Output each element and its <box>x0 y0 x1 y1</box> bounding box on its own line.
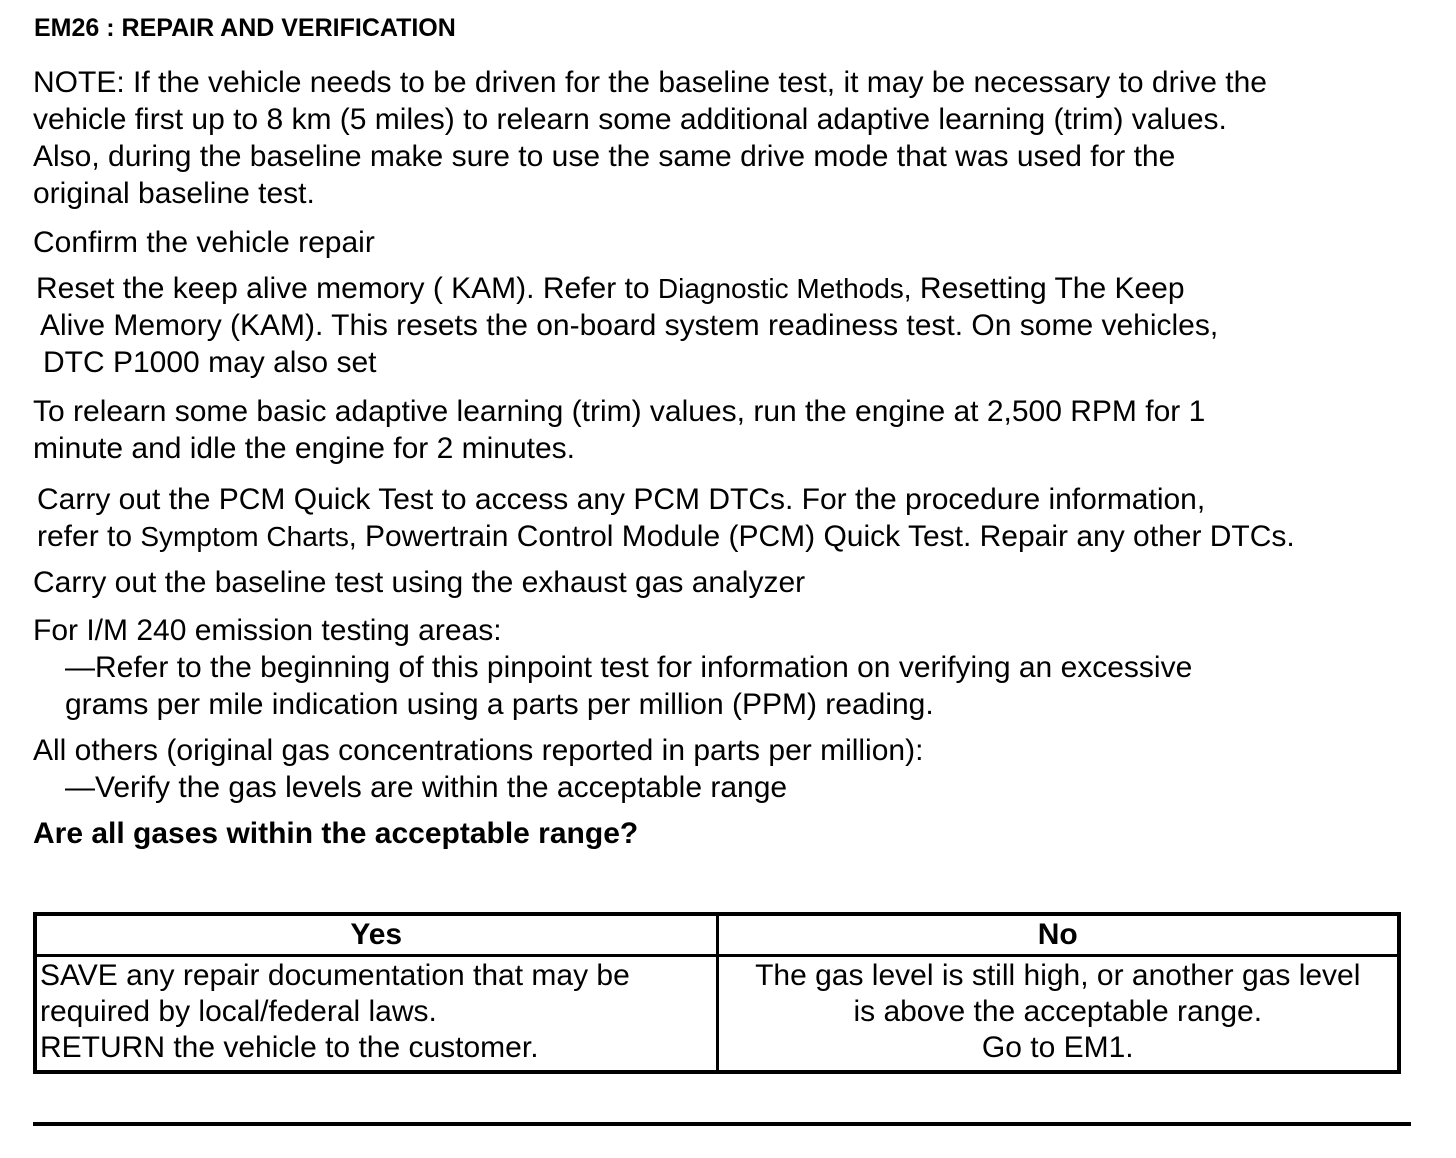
go-to-em1-link[interactable]: Go to EM1. <box>981 1031 1134 1064</box>
note-line: NOTE: If the vehicle needs to be driven for the baseline test, it may be necessary to drive the <box>33 66 1267 99</box>
diagnostic-methods-link[interactable]: Diagnostic Methods, <box>657 273 912 304</box>
relearn-line: To relearn some basic adaptive learning (trim) values, run the engine at 2,500 RPM for 1 <box>33 395 1206 428</box>
yes-action-line: required by local/federal laws. <box>40 995 437 1028</box>
pcm-text: refer to <box>37 520 141 553</box>
baseline-step: Carry out the baseline test using the exhaust gas analyzer <box>33 566 806 599</box>
im240-step <box>33 612 1192 723</box>
table-header-row <box>35 914 1399 956</box>
decision-table <box>33 912 1401 1074</box>
others-line: All others (original gas concentrations reported in parts per million): <box>33 734 924 767</box>
reset-line: Alive Memory (KAM). This resets the on-board system readiness test. On some vehicles, <box>40 309 1219 342</box>
relearn-step <box>33 393 1205 467</box>
no-action-line: The gas level is still high, or another gas level <box>755 959 1361 992</box>
others-line: —Verify the gas levels are within the acceptable range <box>65 771 788 804</box>
other-areas-step <box>33 732 923 806</box>
decision-question: Are all gases within the acceptable range? <box>33 817 639 850</box>
no-header: No <box>717 914 1399 956</box>
table-row <box>35 956 1399 1073</box>
note-line: original baseline test. <box>33 177 315 210</box>
im240-line: grams per mile indication using a parts per million (PPM) reading. <box>65 688 934 721</box>
note-paragraph <box>33 64 1267 212</box>
relearn-line: minute and idle the engine for 2 minutes. <box>33 432 576 465</box>
note-line: vehicle first up to 8 km (5 miles) to relearn some additional adaptive learning (trim) values. <box>33 103 1227 136</box>
page-title: EM26 : REPAIR AND VERIFICATION <box>34 14 456 42</box>
pcm-quick-test-step <box>37 481 1295 555</box>
symptom-charts-link[interactable]: Symptom Charts, <box>140 521 357 552</box>
confirm-step: Confirm the vehicle repair <box>33 226 375 259</box>
note-line: Also, during the baseline make sure to use the same drive mode that was used for the <box>33 140 1176 173</box>
pcm-text: Powertrain Control Module (PCM) Quick Test. Repair any other DTCs. <box>356 520 1295 553</box>
reset-text: Resetting The Keep <box>911 272 1185 305</box>
im240-line: For I/M 240 emission testing areas: <box>33 614 502 647</box>
no-action-cell <box>717 956 1399 1073</box>
yes-action-line: SAVE any repair documentation that may be <box>40 959 630 992</box>
pcm-line: Carry out the PCM Quick Test to access any PCM DTCs. For the procedure information, <box>37 483 1206 516</box>
reset-text: Reset the keep alive memory ( KAM). Refer to <box>36 272 658 305</box>
yes-action-cell <box>35 956 717 1073</box>
reset-kam-step <box>36 270 1218 381</box>
yes-header: Yes <box>35 914 717 956</box>
pcm-line <box>37 518 1295 555</box>
im240-line: —Refer to the beginning of this pinpoint test for information on verifying an excessive <box>65 651 1193 684</box>
no-action-line: is above the acceptable range. <box>853 995 1263 1028</box>
reset-line: DTC P1000 may also set <box>43 346 377 379</box>
reset-line <box>36 270 1218 307</box>
bottom-divider <box>33 1122 1411 1126</box>
yes-action-line: RETURN the vehicle to the customer. <box>40 1031 539 1064</box>
